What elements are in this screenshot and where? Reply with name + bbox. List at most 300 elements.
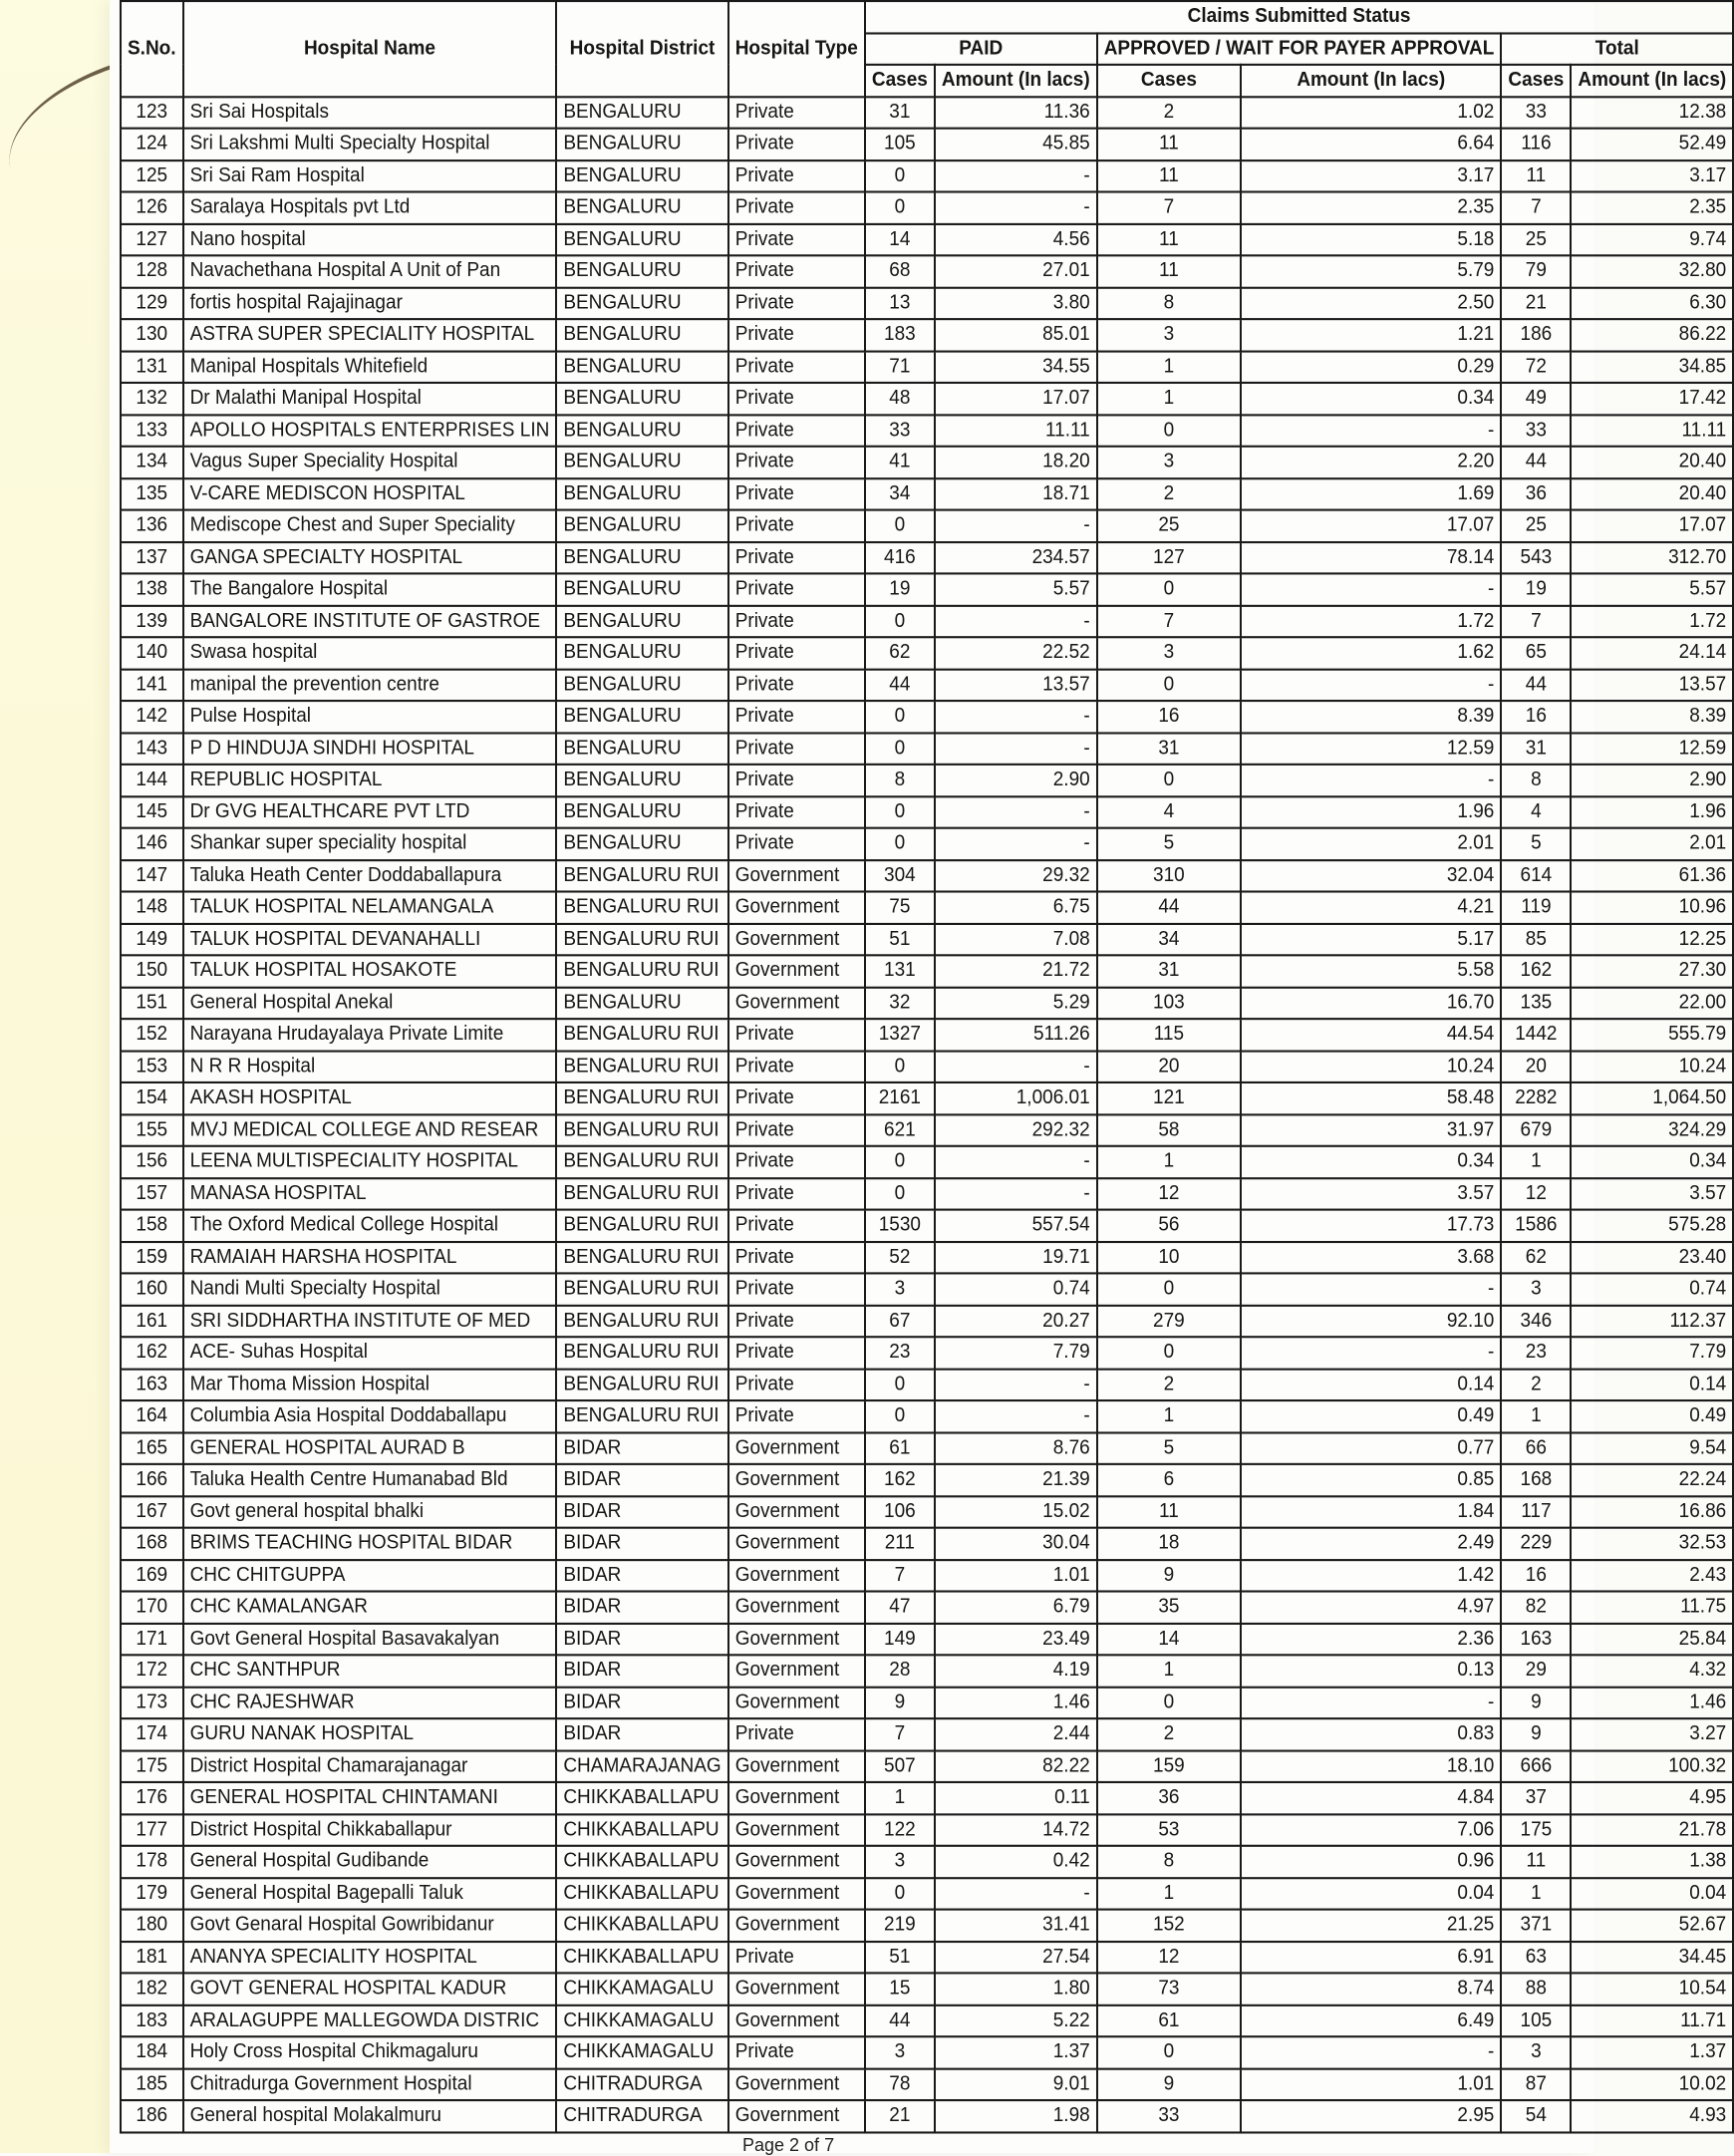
total-cases-cell: 7: [1501, 605, 1571, 637]
hospital-name-cell: BRIMS TEACHING HOSPITAL BIDAR: [183, 1528, 557, 1560]
approved-amount-cell: 4.21: [1241, 892, 1501, 924]
total-cases-cell: 31: [1501, 733, 1571, 765]
total-cases-cell: 33: [1501, 97, 1571, 129]
hospital-type-cell: Government: [728, 1687, 865, 1718]
total-cases-cell: 16: [1501, 701, 1571, 733]
hospital-district-cell: BENGALURU: [556, 796, 727, 828]
paid-amount-cell: -: [935, 1178, 1097, 1210]
row-sno: 162: [121, 1337, 183, 1369]
approved-cases-cell: 2: [1097, 1369, 1241, 1400]
total-cases-cell: 11: [1501, 1846, 1571, 1878]
paid-cases-cell: 31: [865, 97, 935, 129]
total-cases-cell: 82: [1501, 1591, 1571, 1623]
approved-cases-cell: 310: [1097, 860, 1241, 892]
hospital-type-cell: Private: [728, 223, 865, 255]
hospital-name-cell: Sri Sai Hospitals: [183, 97, 557, 129]
total-amount-cell: 10.54: [1571, 1973, 1733, 2004]
total-amount-cell: 61.36: [1571, 860, 1733, 892]
total-amount-cell: 0.34: [1571, 1146, 1733, 1178]
hospital-name-cell: BANGALORE INSTITUTE OF GASTROE: [183, 605, 557, 637]
approved-cases-cell: 0: [1097, 669, 1241, 701]
row-sno: 160: [121, 1273, 183, 1305]
approved-cases-cell: 18: [1097, 1528, 1241, 1560]
hospital-district-cell: BENGALURU: [556, 415, 727, 447]
hospital-name-cell: RAMAIAH HARSHA HOSPITAL: [183, 1241, 557, 1273]
approved-cases-cell: 31: [1097, 733, 1241, 765]
paid-amount-cell: 5.22: [935, 2004, 1097, 2036]
hospital-name-cell: General hospital Molakalmuru: [183, 2100, 557, 2132]
total-amount-cell: 32.53: [1571, 1528, 1733, 1560]
table-row: [121, 1051, 1733, 1082]
approved-amount-cell: 1.84: [1241, 1496, 1501, 1528]
paid-cases-cell: 51: [865, 923, 935, 955]
hospital-district-cell: BENGALURU: [556, 223, 727, 255]
hospital-type-cell: Private: [728, 828, 865, 860]
paid-cases-cell: 211: [865, 1528, 935, 1560]
total-cases-cell: 3: [1501, 1273, 1571, 1305]
row-sno: 142: [121, 701, 183, 733]
approved-cases-cell: 11: [1097, 223, 1241, 255]
hospital-name-cell: Sri Lakshmi Multi Specialty Hospital: [183, 129, 557, 160]
total-cases-cell: 119: [1501, 892, 1571, 924]
approved-cases-cell: 16: [1097, 701, 1241, 733]
approved-amount-cell: 2.95: [1241, 2100, 1501, 2132]
total-cases-cell: 16: [1501, 1560, 1571, 1592]
table-row: [121, 860, 1733, 892]
approved-cases-cell: 0: [1097, 1273, 1241, 1305]
hospital-name-cell: GANGA SPECIALTY HOSPITAL: [183, 542, 557, 574]
hospital-district-cell: BENGALURU: [556, 733, 727, 765]
hospital-type-cell: Private: [728, 478, 865, 510]
row-sno: 171: [121, 1623, 183, 1655]
hospital-type-cell: Private: [728, 1941, 865, 1973]
paid-amount-cell: -: [935, 828, 1097, 860]
approved-cases-cell: 279: [1097, 1305, 1241, 1337]
paid-cases-cell: 0: [865, 510, 935, 542]
row-sno: 172: [121, 1655, 183, 1687]
table-row: [121, 1178, 1733, 1210]
hospital-district-cell: BENGALURU: [556, 987, 727, 1019]
total-cases-cell: 9: [1501, 1687, 1571, 1718]
approved-amount-cell: -: [1241, 765, 1501, 796]
paid-amount-cell: 11.36: [935, 97, 1097, 129]
hospital-name-cell: GENERAL HOSPITAL CHINTAMANI: [183, 1782, 557, 1814]
total-cases-cell: 1: [1501, 1878, 1571, 1910]
hospital-type-cell: Private: [728, 1718, 865, 1750]
total-cases-cell: 105: [1501, 2004, 1571, 2036]
approved-amount-cell: 0.83: [1241, 1718, 1501, 1750]
hospital-district-cell: CHIKKABALLAPU: [556, 1814, 727, 1846]
hospital-name-cell: ARALAGUPPE MALLEGOWDA DISTRIC: [183, 2004, 557, 2036]
table-row: [121, 828, 1733, 860]
approved-amount-cell: 0.49: [1241, 1400, 1501, 1432]
hospital-district-cell: BENGALURU: [556, 129, 727, 160]
hospital-name-cell: CHC RAJESHWAR: [183, 1687, 557, 1718]
paid-cases-cell: 507: [865, 1750, 935, 1782]
hospital-type-cell: Private: [728, 1369, 865, 1400]
approved-cases-cell: 1: [1097, 1146, 1241, 1178]
hospital-name-cell: Mar Thoma Mission Hospital: [183, 1369, 557, 1400]
row-sno: 163: [121, 1369, 183, 1400]
approved-amount-cell: 5.17: [1241, 923, 1501, 955]
hospital-type-cell: Private: [728, 160, 865, 192]
total-cases-cell: 23: [1501, 1337, 1571, 1369]
table-row: [121, 1878, 1733, 1910]
hospital-district-cell: BENGALURU: [556, 478, 727, 510]
row-sno: 176: [121, 1782, 183, 1814]
header-approved: APPROVED / WAIT FOR PAYER APPROVAL: [1097, 33, 1502, 65]
claims-table: [120, 0, 1734, 2133]
paid-amount-cell: 20.27: [935, 1305, 1097, 1337]
approved-cases-cell: 1: [1097, 383, 1241, 415]
paid-cases-cell: 0: [865, 1178, 935, 1210]
table-row: [121, 637, 1733, 669]
hospital-name-cell: TALUK HOSPITAL NELAMANGALA: [183, 892, 557, 924]
total-amount-cell: 3.17: [1571, 160, 1733, 192]
hospital-name-cell: V-CARE MEDISCON HOSPITAL: [183, 478, 557, 510]
total-amount-cell: 10.96: [1571, 892, 1733, 924]
approved-amount-cell: -: [1241, 415, 1501, 447]
hospital-district-cell: CHIKKABALLAPU: [556, 1910, 727, 1942]
hospital-type-cell: Private: [728, 1400, 865, 1432]
total-amount-cell: 52.49: [1571, 129, 1733, 160]
hospital-type-cell: Private: [728, 701, 865, 733]
approved-amount-cell: 0.96: [1241, 1846, 1501, 1878]
approved-cases-cell: 2: [1097, 97, 1241, 129]
hospital-name-cell: REPUBLIC HOSPITAL: [183, 765, 557, 796]
hospital-district-cell: BENGALURU: [556, 319, 727, 351]
hospital-type-cell: Government: [728, 892, 865, 924]
approved-amount-cell: 0.04: [1241, 1878, 1501, 1910]
total-cases-cell: 85: [1501, 923, 1571, 955]
hospital-type-cell: Government: [728, 1464, 865, 1496]
paid-cases-cell: 21: [865, 2100, 935, 2132]
total-amount-cell: 12.38: [1571, 97, 1733, 129]
approved-cases-cell: 7: [1097, 605, 1241, 637]
row-sno: 177: [121, 1814, 183, 1846]
hospital-district-cell: CHITRADURGA: [556, 2068, 727, 2100]
paid-cases-cell: 2161: [865, 1082, 935, 1114]
approved-cases-cell: 61: [1097, 2004, 1241, 2036]
approved-amount-cell: 2.36: [1241, 1623, 1501, 1655]
hospital-type-cell: Government: [728, 1973, 865, 2004]
table-row: [121, 1305, 1733, 1337]
hospital-name-cell: GENERAL HOSPITAL AURAD B: [183, 1432, 557, 1464]
approved-amount-cell: 16.70: [1241, 987, 1501, 1019]
paid-cases-cell: 14: [865, 223, 935, 255]
hospital-name-cell: Pulse Hospital: [183, 701, 557, 733]
hospital-type-cell: Private: [728, 2036, 865, 2068]
approved-cases-cell: 58: [1097, 1114, 1241, 1146]
row-sno: 159: [121, 1241, 183, 1273]
paid-amount-cell: 3.80: [935, 287, 1097, 319]
hospital-name-cell: TALUK HOSPITAL DEVANAHALLI: [183, 923, 557, 955]
table-row: [121, 892, 1733, 924]
approved-cases-cell: 152: [1097, 1910, 1241, 1942]
hospital-type-cell: Private: [728, 1337, 865, 1369]
row-sno: 181: [121, 1941, 183, 1973]
hospital-type-cell: Government: [728, 1878, 865, 1910]
row-sno: 147: [121, 860, 183, 892]
total-amount-cell: 86.22: [1571, 319, 1733, 351]
hospital-district-cell: CHIKKAMAGALU: [556, 2004, 727, 2036]
hospital-district-cell: BIDAR: [556, 1496, 727, 1528]
total-cases-cell: 168: [1501, 1464, 1571, 1496]
hospital-district-cell: BENGALURU RUI: [556, 1146, 727, 1178]
approved-cases-cell: 10: [1097, 1241, 1241, 1273]
approved-cases-cell: 11: [1097, 129, 1241, 160]
total-amount-cell: 100.32: [1571, 1750, 1733, 1782]
paid-amount-cell: 0.42: [935, 1846, 1097, 1878]
row-sno: 139: [121, 605, 183, 637]
hospital-district-cell: BENGALURU: [556, 765, 727, 796]
header-approved-cases: Cases: [1097, 65, 1241, 97]
hospital-name-cell: Columbia Asia Hospital Doddaballapu: [183, 1400, 557, 1432]
paid-cases-cell: 33: [865, 415, 935, 447]
hospital-district-cell: BIDAR: [556, 1623, 727, 1655]
paid-cases-cell: 0: [865, 1051, 935, 1082]
header-total-amount: Amount (In lacs): [1571, 65, 1733, 97]
row-sno: 164: [121, 1400, 183, 1432]
header-total-cases: Cases: [1501, 65, 1571, 97]
approved-amount-cell: 0.77: [1241, 1432, 1501, 1464]
paid-amount-cell: 27.01: [935, 255, 1097, 287]
approved-cases-cell: 127: [1097, 542, 1241, 574]
row-sno: 186: [121, 2100, 183, 2132]
paid-amount-cell: -: [935, 160, 1097, 192]
paid-cases-cell: 7: [865, 1560, 935, 1592]
hospital-name-cell: Vagus Super Speciality Hospital: [183, 447, 557, 478]
hospital-type-cell: Private: [728, 1019, 865, 1051]
approved-cases-cell: 14: [1097, 1623, 1241, 1655]
hospital-district-cell: CHAMARAJANAG: [556, 1750, 727, 1782]
approved-amount-cell: -: [1241, 1337, 1501, 1369]
paid-amount-cell: 2.44: [935, 1718, 1097, 1750]
table-row: [121, 669, 1733, 701]
hospital-district-cell: BENGALURU RUI: [556, 1369, 727, 1400]
total-amount-cell: 6.30: [1571, 287, 1733, 319]
total-amount-cell: 0.74: [1571, 1273, 1733, 1305]
row-sno: 174: [121, 1718, 183, 1750]
total-amount-cell: 27.30: [1571, 955, 1733, 987]
hospital-type-cell: Private: [728, 510, 865, 542]
approved-cases-cell: 0: [1097, 1687, 1241, 1718]
paid-cases-cell: 0: [865, 733, 935, 765]
hospital-type-cell: Private: [728, 415, 865, 447]
total-amount-cell: 4.93: [1571, 2100, 1733, 2132]
total-cases-cell: 1: [1501, 1400, 1571, 1432]
hospital-type-cell: Private: [728, 1273, 865, 1305]
row-sno: 131: [121, 351, 183, 383]
total-amount-cell: 24.14: [1571, 637, 1733, 669]
hospital-type-cell: Private: [728, 129, 865, 160]
hospital-type-cell: Government: [728, 1432, 865, 1464]
approved-cases-cell: 8: [1097, 287, 1241, 319]
total-cases-cell: 65: [1501, 637, 1571, 669]
approved-amount-cell: 1.96: [1241, 796, 1501, 828]
hospital-name-cell: CHC CHITGUPPA: [183, 1560, 557, 1592]
paid-cases-cell: 162: [865, 1464, 935, 1496]
header-hospital-district: Hospital District: [556, 1, 727, 97]
hospital-district-cell: BIDAR: [556, 1591, 727, 1623]
hospital-name-cell: Taluka Heath Center Doddaballapura: [183, 860, 557, 892]
paid-cases-cell: 0: [865, 796, 935, 828]
table-row: [121, 1210, 1733, 1242]
paid-cases-cell: 41: [865, 447, 935, 478]
row-sno: 179: [121, 1878, 183, 1910]
paid-cases-cell: 78: [865, 2068, 935, 2100]
total-cases-cell: 54: [1501, 2100, 1571, 2132]
total-cases-cell: 117: [1501, 1496, 1571, 1528]
approved-amount-cell: 8.39: [1241, 701, 1501, 733]
row-sno: 130: [121, 319, 183, 351]
total-amount-cell: 21.78: [1571, 1814, 1733, 1846]
total-cases-cell: 614: [1501, 860, 1571, 892]
hospital-district-cell: CHIKKABALLAPU: [556, 1941, 727, 1973]
paid-amount-cell: -: [935, 1878, 1097, 1910]
approved-amount-cell: -: [1241, 1687, 1501, 1718]
table-row: [121, 1082, 1733, 1114]
table-row: [121, 1750, 1733, 1782]
row-sno: 132: [121, 383, 183, 415]
hospital-name-cell: manipal the prevention centre: [183, 669, 557, 701]
paid-amount-cell: 17.07: [935, 383, 1097, 415]
paid-cases-cell: 71: [865, 351, 935, 383]
total-cases-cell: 63: [1501, 1941, 1571, 1973]
total-amount-cell: 1.96: [1571, 796, 1733, 828]
hospital-type-cell: Government: [728, 1496, 865, 1528]
hospital-name-cell: fortis hospital Rajajinagar: [183, 287, 557, 319]
total-cases-cell: 4: [1501, 796, 1571, 828]
hospital-type-cell: Private: [728, 796, 865, 828]
row-sno: 146: [121, 828, 183, 860]
approved-amount-cell: 78.14: [1241, 542, 1501, 574]
paid-cases-cell: 32: [865, 987, 935, 1019]
approved-amount-cell: 1.02: [1241, 97, 1501, 129]
total-amount-cell: 8.39: [1571, 701, 1733, 733]
approved-cases-cell: 1: [1097, 351, 1241, 383]
total-cases-cell: 346: [1501, 1305, 1571, 1337]
paid-cases-cell: 61: [865, 1432, 935, 1464]
total-amount-cell: 16.86: [1571, 1496, 1733, 1528]
total-amount-cell: 112.37: [1571, 1305, 1733, 1337]
hospital-name-cell: Navachethana Hospital A Unit of Pan: [183, 255, 557, 287]
table-row: [121, 223, 1733, 255]
hospital-type-cell: Government: [728, 2068, 865, 2100]
approved-cases-cell: 9: [1097, 2068, 1241, 2100]
approved-cases-cell: 2: [1097, 478, 1241, 510]
hospital-type-cell: Private: [728, 319, 865, 351]
approved-cases-cell: 56: [1097, 1210, 1241, 1242]
paid-amount-cell: 85.01: [935, 319, 1097, 351]
table-row: [121, 2004, 1733, 2036]
hospital-district-cell: CHIKKABALLAPU: [556, 1878, 727, 1910]
row-sno: 161: [121, 1305, 183, 1337]
hospital-type-cell: Private: [728, 351, 865, 383]
row-sno: 183: [121, 2004, 183, 2036]
row-sno: 175: [121, 1750, 183, 1782]
hospital-type-cell: Government: [728, 1910, 865, 1942]
row-sno: 185: [121, 2068, 183, 2100]
hospital-type-cell: Private: [728, 1051, 865, 1082]
paid-cases-cell: 9: [865, 1687, 935, 1718]
paid-cases-cell: 52: [865, 1241, 935, 1273]
table-row: [121, 733, 1733, 765]
hospital-name-cell: LEENA MULTISPECIALITY HOSPITAL: [183, 1146, 557, 1178]
row-sno: 158: [121, 1210, 183, 1242]
approved-cases-cell: 12: [1097, 1941, 1241, 1973]
row-sno: 133: [121, 415, 183, 447]
approved-cases-cell: 6: [1097, 1464, 1241, 1496]
total-cases-cell: 88: [1501, 1973, 1571, 2004]
paid-amount-cell: -: [935, 510, 1097, 542]
approved-amount-cell: 1.69: [1241, 478, 1501, 510]
total-cases-cell: 7: [1501, 192, 1571, 224]
paid-cases-cell: 15: [865, 1973, 935, 2004]
total-amount-cell: 10.24: [1571, 1051, 1733, 1082]
total-cases-cell: 11: [1501, 160, 1571, 192]
table-row: [121, 1114, 1733, 1146]
approved-cases-cell: 0: [1097, 573, 1241, 605]
approved-amount-cell: 21.25: [1241, 1910, 1501, 1942]
total-amount-cell: 7.79: [1571, 1337, 1733, 1369]
hospital-name-cell: ACE- Suhas Hospital: [183, 1337, 557, 1369]
table-row: [121, 1146, 1733, 1178]
approved-cases-cell: 73: [1097, 1973, 1241, 2004]
hospital-name-cell: P D HINDUJA SINDHI HOSPITAL: [183, 733, 557, 765]
paid-amount-cell: 0.11: [935, 1782, 1097, 1814]
approved-amount-cell: 18.10: [1241, 1750, 1501, 1782]
total-amount-cell: 5.57: [1571, 573, 1733, 605]
paid-amount-cell: 34.55: [935, 351, 1097, 383]
approved-cases-cell: 115: [1097, 1019, 1241, 1051]
approved-amount-cell: 2.35: [1241, 192, 1501, 224]
table-row: [121, 1400, 1733, 1432]
paid-amount-cell: 22.52: [935, 637, 1097, 669]
total-amount-cell: 9.54: [1571, 1432, 1733, 1464]
table-row: [121, 478, 1733, 510]
total-cases-cell: 25: [1501, 510, 1571, 542]
approved-amount-cell: 0.34: [1241, 1146, 1501, 1178]
approved-amount-cell: 17.07: [1241, 510, 1501, 542]
paid-amount-cell: 31.41: [935, 1910, 1097, 1942]
paid-cases-cell: 75: [865, 892, 935, 924]
hospital-type-cell: Government: [728, 1623, 865, 1655]
hospital-name-cell: Saralaya Hospitals pvt Ltd: [183, 192, 557, 224]
total-cases-cell: 371: [1501, 1910, 1571, 1942]
total-amount-cell: 1.72: [1571, 605, 1733, 637]
approved-cases-cell: 36: [1097, 1782, 1241, 1814]
hospital-name-cell: APOLLO HOSPITALS ENTERPRISES LIN: [183, 415, 557, 447]
approved-amount-cell: 2.49: [1241, 1528, 1501, 1560]
row-sno: 180: [121, 1910, 183, 1942]
total-amount-cell: 9.74: [1571, 223, 1733, 255]
hospital-district-cell: BENGALURU RUI: [556, 860, 727, 892]
hospital-type-cell: Private: [728, 1210, 865, 1242]
approved-cases-cell: 7: [1097, 192, 1241, 224]
hospital-district-cell: BENGALURU: [556, 160, 727, 192]
paid-cases-cell: 0: [865, 605, 935, 637]
approved-amount-cell: 5.18: [1241, 223, 1501, 255]
total-amount-cell: 1.46: [1571, 1687, 1733, 1718]
paid-cases-cell: 1: [865, 1782, 935, 1814]
total-amount-cell: 2.35: [1571, 192, 1733, 224]
hospital-name-cell: MANASA HOSPITAL: [183, 1178, 557, 1210]
hospital-district-cell: BENGALURU: [556, 828, 727, 860]
header-sno: S.No.: [121, 1, 183, 97]
paid-cases-cell: 8: [865, 765, 935, 796]
paid-cases-cell: 621: [865, 1114, 935, 1146]
